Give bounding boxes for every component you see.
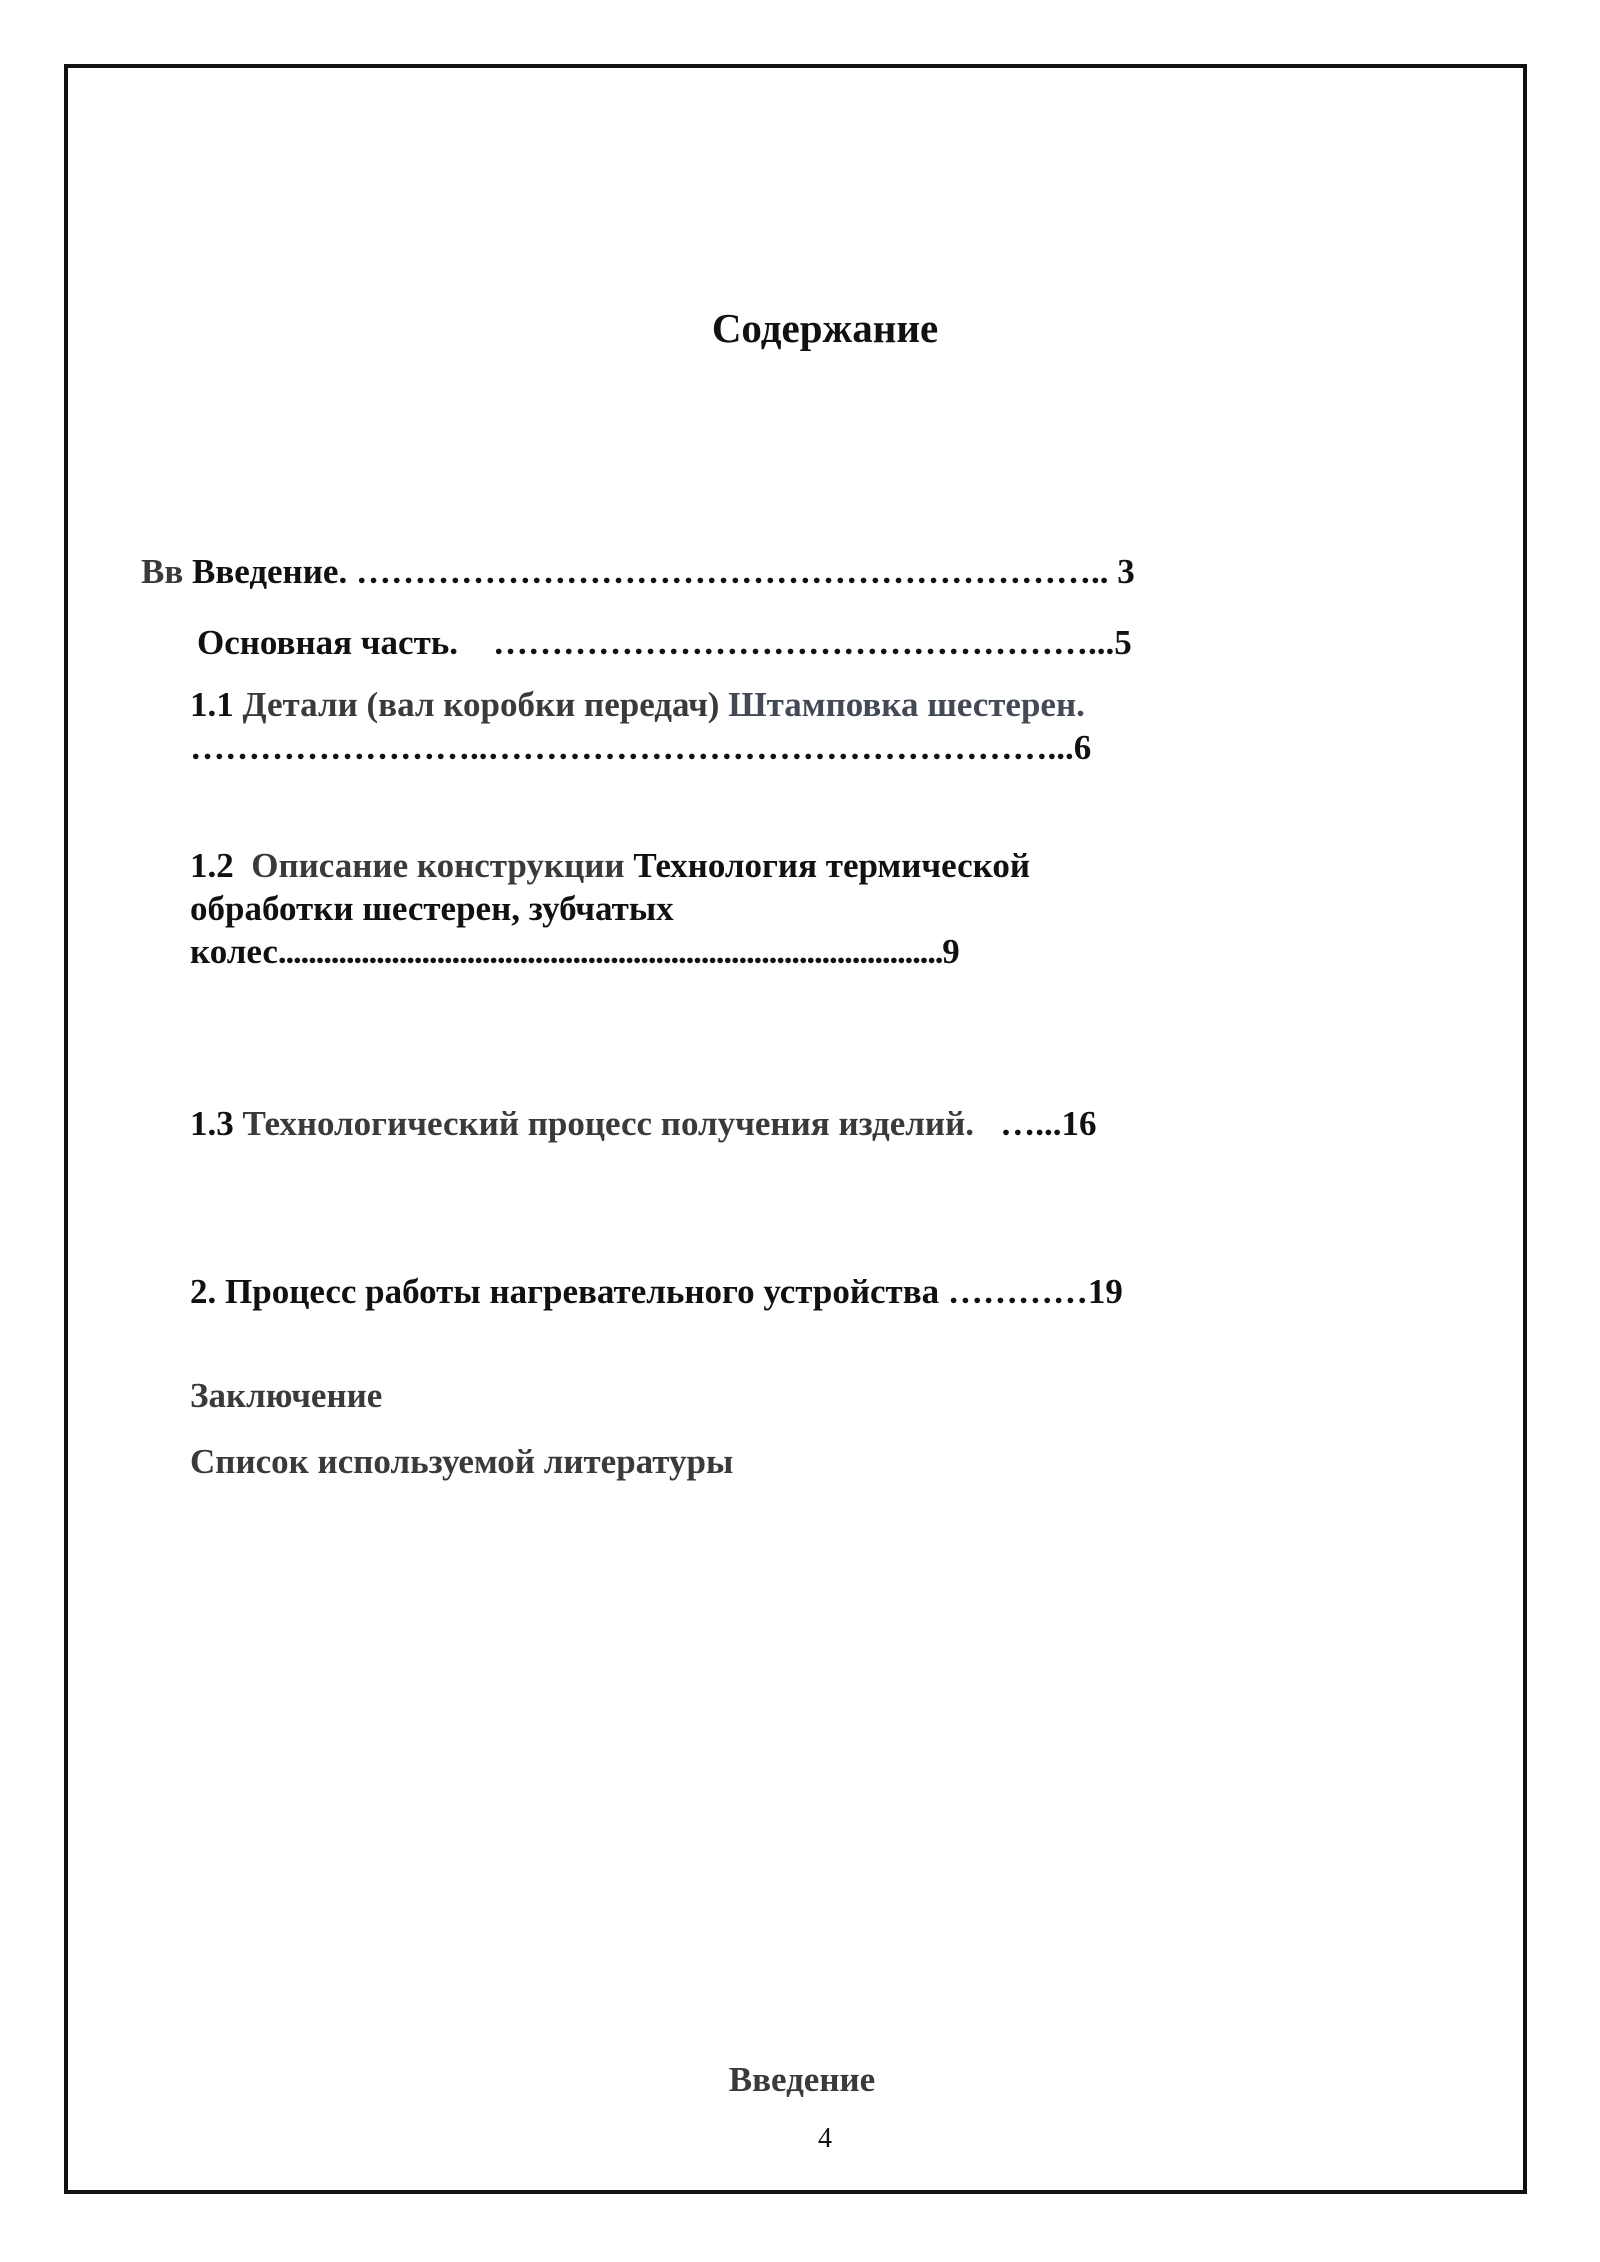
toc-entry-page: 16 <box>1061 1104 1097 1143</box>
toc-entry-page: 3 <box>1117 552 1135 591</box>
toc-entry-main-part[interactable] <box>197 621 1132 664</box>
toc-entry-page: 5 <box>1114 623 1132 662</box>
toc-entry-leader: . ……………………………………………………….. <box>338 552 1118 591</box>
toc-entry-page: 19 <box>1087 1272 1123 1311</box>
toc-entry-references[interactable]: Список используемой литературы <box>190 1442 734 1481</box>
toc-entry-page: 6 <box>1073 728 1092 767</box>
toc-entry-label-continued: Технология термической <box>624 846 1031 885</box>
toc-entry-1-2[interactable] <box>190 844 1030 973</box>
toc-entry-leader: ……………………..…………………………………………... <box>190 728 1074 767</box>
toc-entry-prefix: Вв <box>141 552 184 591</box>
document-title: Содержание <box>711 305 939 351</box>
page-number: 4 <box>818 2123 832 2154</box>
toc-entry-leader: …... <box>974 1104 1062 1143</box>
toc-entry-leader: ........................................................................................ <box>277 932 943 971</box>
toc-entry-label: Основная часть. <box>197 623 459 662</box>
toc-entry-label: Процесс работы нагревательного устройства <box>216 1272 948 1311</box>
toc-entry-label-line3: колес <box>190 932 278 971</box>
toc-entry-number: 2. <box>190 1272 217 1311</box>
toc-entry-leader: ………… <box>947 1272 1088 1311</box>
toc-entry-introduction[interactable] <box>141 550 1135 593</box>
toc-entry-leader: ……………………………………………... <box>458 623 1115 662</box>
toc-entry-label: Детали (вал коробки передач) <box>233 685 720 724</box>
toc-entry-number: 1.2 <box>190 846 234 885</box>
toc-entry-label-continued: Штамповка шестерен. <box>719 685 1085 724</box>
toc-entry-label: Технологический процесс получения изделий. <box>233 1104 974 1143</box>
toc-entry-conclusion[interactable]: Заключение <box>190 1376 383 1415</box>
toc-entry-1-1[interactable] <box>190 683 1091 769</box>
toc-entry-2[interactable] <box>190 1270 1123 1313</box>
toc-entry-label-line2: обработки шестерен, зубчатых <box>190 889 674 928</box>
footer-heading: Введение <box>728 2060 876 2099</box>
toc-entry-label: Описание конструкции <box>233 846 625 885</box>
toc-entry-label: Введение <box>192 552 339 591</box>
toc-entry-number: 1.1 <box>190 685 234 724</box>
toc-entry-number: 1.3 <box>190 1104 234 1143</box>
toc-entry-1-3[interactable] <box>190 1102 1097 1145</box>
toc-entry-page: 9 <box>942 932 960 971</box>
